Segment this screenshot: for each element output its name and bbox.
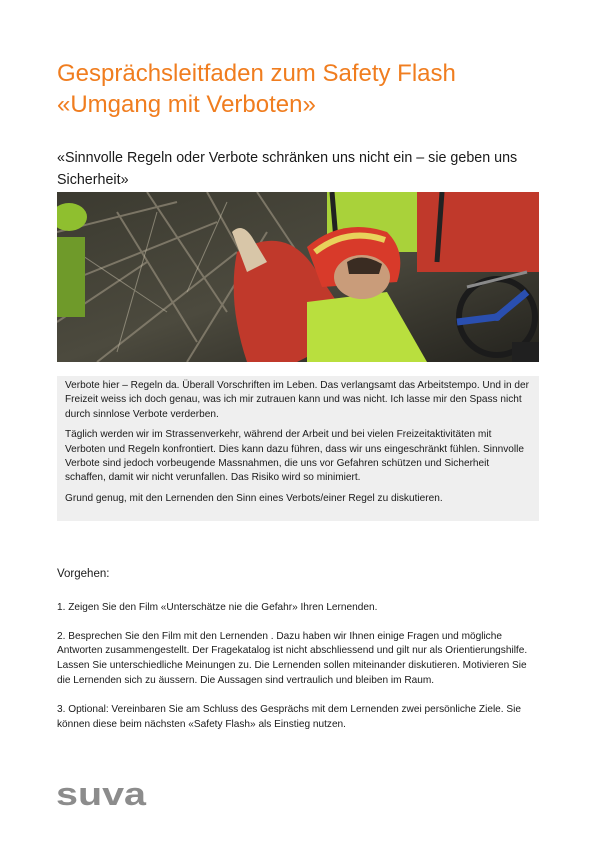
- svg-text:suva: suva: [56, 776, 147, 810]
- subtitle-quote: «Sinnvolle Regeln oder Verbote schränken uns nicht ein – sie geben uns Sicherheit»: [57, 150, 518, 188]
- procedure-step-1: 1. Zeigen Sie den Film «Unterschätze nie die Gefahr» Ihren Lernenden.: [57, 601, 378, 613]
- document-title: [57, 58, 557, 120]
- info-paragraph-2: Täglich werden wir im Strassenverkehr, während der Arbeit und bei vielen Freizeitaktivitäten mit Verboten und Regeln konfrontiert. Dies kann dazu führen, dass wir uns eingeschränkt fühlen. Sinnvolle Verbote sind jedoch vorbeugende Massnahmen, die uns vor Gefahren schützen und Sicherheit schaffen, damit wir nicht verunfallen. Das Risiko wird so minimiert.: [65, 429, 524, 484]
- title-line-1: Gesprächsleitfaden zum Safety Flash: [57, 60, 456, 87]
- info-paragraph-1: Verbote hier – Regeln da. Überall Vorschriften im Leben. Das verlangsamt das Arbeitstempo. Und in der Freizeit weiss ich doch genau, was ich mir zutrauen kann und was nicht. Ich lasse mir den Spass nicht durch sinnlose Verbote verderben.: [65, 380, 530, 420]
- suva-logo: [56, 776, 152, 810]
- info-paragraph-3: Grund genug, mit den Lernenden den Sinn eines Verbots/einer Regel zu diskutieren.: [65, 493, 443, 505]
- procedure-section: [57, 567, 539, 746]
- procedure-heading: Vorgehen:: [57, 568, 110, 580]
- intro-info-box: [57, 376, 539, 521]
- procedure-step-3: 3. Optional: Vereinbaren Sie am Schluss des Gesprächs mit dem Lernenden zwei persönliche Ziele. Sie können diese beim nächsten «Safety Flash» als Einstieg nutzen.: [57, 703, 521, 730]
- title-line-2: «Umgang mit Verboten»: [57, 91, 316, 118]
- procedure-step-2: 2. Besprechen Sie den Film mit den Lernenden . Dazu haben wir Ihnen einige Fragen und mögliche Antworten zusammengestellt. Der Fragekatalog ist nicht abschliessend und gilt nur als Orientierungshilfe. Lassen Sie unterschiedliche Meinungen zu. Die Lernenden sollen miteinander diskutieren. Motivieren Sie die Lernenden sich zu äussern. Die Aussagen sind vertraulich und bleiben im Raum.: [57, 630, 528, 686]
- film-still-photo: [57, 192, 539, 362]
